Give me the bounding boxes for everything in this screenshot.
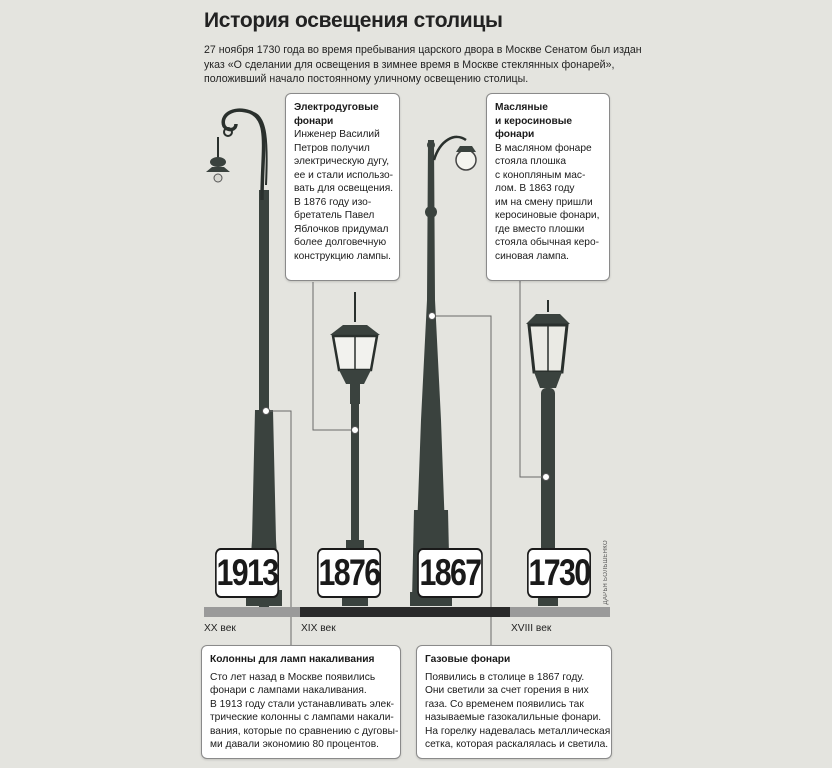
card-line: конструкцию лампы. bbox=[294, 250, 392, 262]
card-line: В масляном фонаре bbox=[495, 142, 592, 154]
lamp-1913-illustration bbox=[206, 110, 282, 610]
page-title: История освещения столицы bbox=[204, 9, 503, 32]
card-arc-lamps bbox=[285, 93, 400, 281]
year-plate-1730: 1730 bbox=[527, 548, 591, 598]
card-line: Яблочков придумал bbox=[294, 223, 389, 235]
card-line: керосиновые фонари, bbox=[495, 210, 600, 221]
card-heading: фонари bbox=[294, 115, 334, 127]
card-heading: и керосиновые bbox=[495, 115, 573, 127]
card-line: Петров получил bbox=[294, 142, 370, 154]
lamp-1867-illustration bbox=[410, 137, 476, 606]
card-line: где вместо плошки bbox=[495, 223, 585, 235]
card-line: ее и стали использо- bbox=[294, 169, 394, 181]
card-gas-lamps bbox=[416, 645, 612, 759]
card-line: синовая лампа. bbox=[495, 250, 570, 262]
card-heading: Колонны для ламп накаливания bbox=[210, 654, 375, 665]
card-line: Появились в столице в 1867 году. bbox=[425, 671, 585, 683]
year-plate-1913: 1913 bbox=[215, 548, 279, 598]
card-line: В 1876 году изо- bbox=[294, 196, 372, 208]
card-line: газа. Со временем появились так bbox=[425, 698, 584, 710]
year-plate-1867: 1867 bbox=[417, 548, 483, 598]
card-heading: Электродуговые bbox=[294, 102, 379, 113]
card-line: В 1913 году стали устанавливать элек- bbox=[210, 698, 395, 710]
card-oil-lamps bbox=[486, 93, 610, 281]
century-label-xx: XX век bbox=[204, 623, 236, 634]
card-line: фонари с лампами накаливания. bbox=[210, 685, 367, 696]
card-line: им на смену пришли bbox=[495, 196, 593, 208]
card-line: Сто лет назад в Москве появились bbox=[210, 671, 376, 683]
intro-line: указ «О сделании для освещения в зимнее время в Москве стеклянных фонарей», bbox=[204, 58, 615, 71]
timeline-bar-xx bbox=[204, 607, 300, 617]
card-line: Инженер Василий bbox=[294, 129, 380, 140]
card-line: с конопляным мас- bbox=[495, 169, 586, 181]
year-plate-1876: 1876 bbox=[317, 548, 381, 598]
illustration-credit: ДАРЬЯ БОЛЬШЕНКО bbox=[603, 540, 609, 605]
card-line: бретатель Павел bbox=[294, 210, 375, 221]
card-line: стояла плошка bbox=[495, 156, 567, 167]
card-line: электрическую дугу, bbox=[294, 156, 390, 167]
card-line: трические колонны с лампами накали- bbox=[210, 712, 394, 723]
intro-line: 27 ноября 1730 года во время пребывания царского двора в Москве Сенатом был издан bbox=[204, 44, 642, 56]
card-line: Они светили за счет горения в них bbox=[425, 685, 589, 696]
intro-line: положивший начало постоянному уличному освещению столицы. bbox=[204, 73, 529, 85]
card-line: вать для освещения. bbox=[294, 183, 394, 194]
card-line: называемые газокалильные фонари. bbox=[425, 712, 602, 723]
timeline-bar-xviii bbox=[510, 607, 610, 617]
timeline-bar-xix bbox=[300, 607, 510, 617]
card-heading: Масляные bbox=[495, 102, 548, 113]
card-heading: фонари bbox=[495, 129, 535, 140]
card-line: вания, которые по сравнению с дуговы- bbox=[210, 725, 399, 737]
card-line: ми давали экономию 80 процентов. bbox=[210, 739, 379, 750]
century-label-xix: XIX век bbox=[301, 623, 336, 634]
card-line: сетка, которая раскалялась и светила. bbox=[425, 739, 609, 750]
card-line: более долговечную bbox=[294, 237, 387, 248]
card-line: На горелку надевалась металлическая bbox=[425, 725, 611, 737]
card-incandescent bbox=[201, 645, 401, 759]
century-label-xviii: XVIII век bbox=[511, 623, 552, 634]
card-line: лом. В 1863 году bbox=[495, 183, 575, 194]
card-line: стояла обычная керо- bbox=[495, 237, 599, 248]
card-heading: Газовые фонари bbox=[425, 654, 511, 665]
